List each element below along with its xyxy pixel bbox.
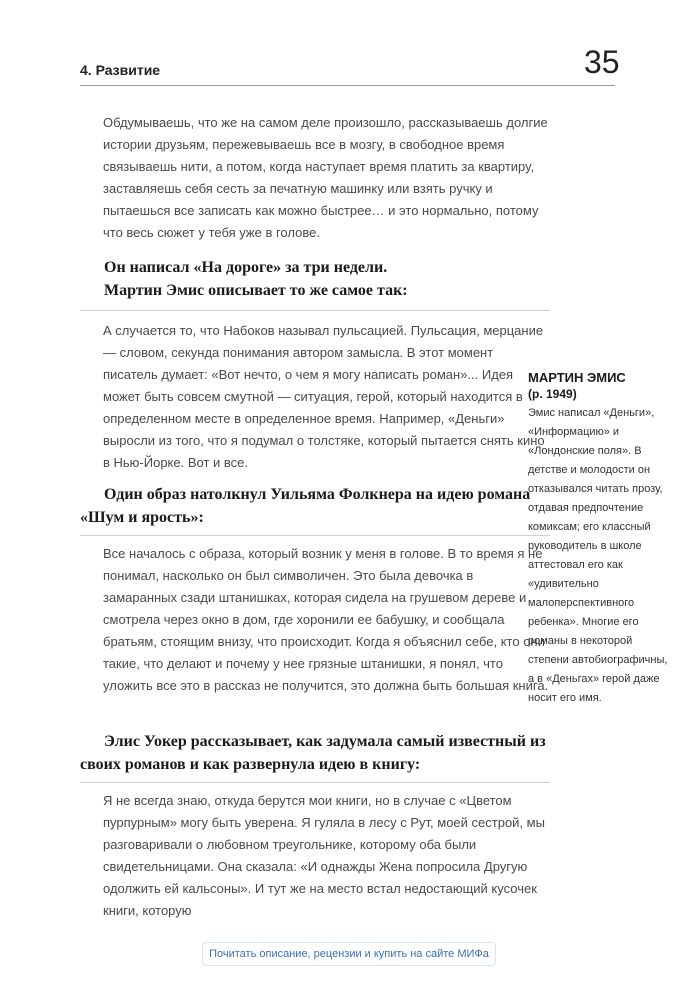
lead-paragraph: Один образ натолкнул Уильяма Фолкнера на идею романа «Шум и ярость»: <box>80 486 531 526</box>
quote-paragraph: А случается то, что Набоков называл пульсацией. Пульсация, мерцание — словом, секунда понимания автором замысла. В этот момент писатель думает: «Вот нечто, о чем я могу написать роман»... Идея может быть совсем смутной — ситуация, герой, который находится в определенном месте в определенное время. Например, «Деньги» выросли из того, что я подумал о толстяке, который пытается снять кино в Нью-Йорке. Вот и все. <box>103 323 545 470</box>
sidebar-author-name: МАРТИН ЭМИС <box>528 370 626 385</box>
page-number: 35 <box>584 44 620 80</box>
sidebar-author-bio: Эмис написал «Деньги», «Информацию» и «Лондонские поля». В детстве и молодости он отказывался читать прозу, отдавая предпочтение комиксам; его классный руководитель в школе аттестовал его как «удивительно малоперспективного ребенка». Многие его романы в некоторой степени автобиографичны, а в «Деньгах» герой даже носит его имя. <box>528 407 668 704</box>
header-divider <box>80 85 615 86</box>
lead-paragraph: Элис Уокер рассказывает, как задумала самый известный из своих романов и как развернула идею в книгу: <box>80 733 546 773</box>
quote-divider <box>80 535 550 536</box>
footer-link-box[interactable] <box>202 942 496 966</box>
body-paragraph: Обдумываешь, что же на самом деле произошло, рассказываешь долгие истории друзьям, пережевываешь все в мозгу, в свободное время связываешь нити, а потом, когда наступает время платить за квартиру, заставляешь себя сесть за печатную машинку или взять ручку и пытаешься все записать как можно быстрее… и это нормально, потому что весь сюжет у тебя уже в голове. <box>103 115 548 240</box>
quote-paragraph: Я не всегда знаю, откуда берутся мои книги, но в случае с «Цветом пурпурным» могу быть уверена. Я гуляла в лесу с Рут, моей сестрой, мы разговаривали о любовном треугольнике, которому оба были свидетельницами. Она сказала: «И однажды Жена попросила Другую одолжить ей кальсоны». И тут же на место встал недостающий кусочек книги, которую <box>103 793 545 918</box>
quote-divider <box>80 782 550 783</box>
quote-divider <box>80 310 550 311</box>
buy-book-link[interactable]: Почитать описание, рецензии и купить на сайте МИФа <box>209 948 489 960</box>
section-title: 4. Развитие <box>80 62 161 78</box>
lead-paragraph: Он написал «На дороге» за три недели. <box>104 259 388 276</box>
author-sidebar <box>528 370 668 708</box>
quote-paragraph: Все началось с образа, который возник у меня в голове. В то время я не понимал, насколько он был символичен. Это была девочка в замаранных сзади штанишках, которая сидела на грушевом дереве и смотрела через окно в дом, где хоронили ее бабушку, и сообщала братьям, стоящим внизу, что происходит. Когда я объяснил себе, кто они такие, что делают и почему у нее грязные штанишки, я понял, что уложить все это в рассказ не получится, это должна быть большая книга. <box>103 546 549 693</box>
sidebar-author-years: (р. 1949) <box>528 387 577 401</box>
lead-paragraph: Мартин Эмис описывает то же самое так: <box>104 282 408 299</box>
